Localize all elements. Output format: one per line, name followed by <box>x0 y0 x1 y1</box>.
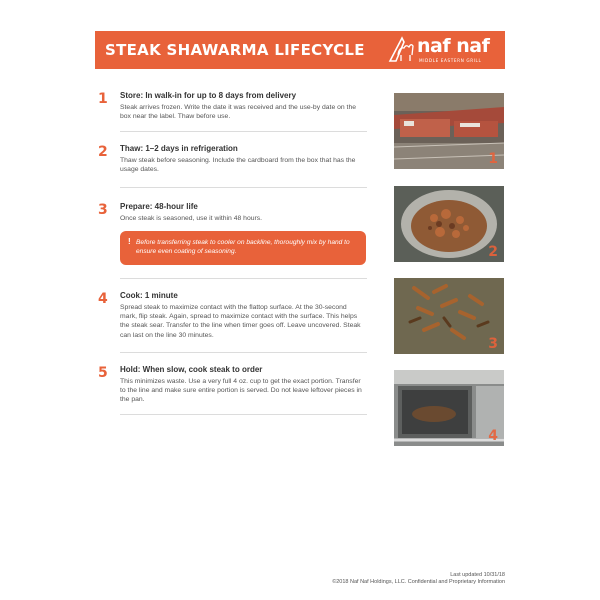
divider <box>120 414 367 415</box>
photo-seasoned-bowl <box>394 186 504 262</box>
step-title: Prepare: 48-hour life <box>120 202 198 211</box>
photo-number: 3 <box>488 336 498 352</box>
camel-icon <box>387 35 417 65</box>
naf-naf-logo <box>387 34 497 66</box>
photo-number: 4 <box>488 428 498 444</box>
alert-icon: ! <box>128 237 131 246</box>
warning-callout <box>120 231 366 265</box>
last-updated: Last updated 10/31/18 <box>450 572 505 578</box>
step-number: 2 <box>98 144 108 160</box>
photo-holding-pan <box>394 370 504 446</box>
header-banner <box>95 31 505 69</box>
step-number: 3 <box>98 202 108 218</box>
step-body: Once steak is seasoned, use it within 48 hours. <box>120 215 263 222</box>
step-number: 1 <box>98 91 108 107</box>
divider <box>120 131 367 132</box>
step-body: Steak arrives frozen. Write the date it was received and the use-by date on the box near the label. Thaw before use. <box>120 104 357 121</box>
step-body: Spread steak to maximize contact with the flattop surface. At the 30-second mark, flip steak. Again, spread to maximize contact with the surface. This helps the steak sear. Transfer to the line when timer goes off. Leave uncovered. Steak can last on the line 30 minutes. <box>120 304 361 339</box>
divider <box>120 278 367 279</box>
photo-number: 1 <box>488 151 498 167</box>
step-title: Hold: When slow, cook steak to order <box>120 365 263 374</box>
step-number: 4 <box>98 291 108 307</box>
logo-tagline: MIDDLE EASTERN GRILL <box>419 58 482 63</box>
copyright: ©2018 Naf Naf Holdings, LLC. Confidential and Proprietary Information <box>332 579 505 585</box>
step-title: Cook: 1 minute <box>120 291 178 300</box>
page-title: STEAK SHAWARMA LIFECYCLE <box>105 41 365 59</box>
photo-number: 2 <box>488 244 498 260</box>
step-body: Thaw steak before seasoning. Include the cardboard from the box that has the usage dates. <box>120 157 356 174</box>
photo-frozen-boxes <box>394 93 504 169</box>
step-number: 5 <box>98 365 108 381</box>
divider <box>120 187 367 188</box>
logo-wordmark: naf naf <box>417 35 490 57</box>
divider <box>120 352 367 353</box>
photo-flattop-cooking <box>394 278 504 354</box>
callout-text: Before transferring steak to cooler on backline, thoroughly mix by hand to ensure even coating of seasoning. <box>136 239 350 255</box>
step-title: Store: In walk-in for up to 8 days from delivery <box>120 91 297 100</box>
step-body: This minimizes waste. Use a very full 4 oz. cup to get the exact portion. Transfer to the line and make sure entire portion is served. Do not leave leftover pieces in the pan. <box>120 378 362 404</box>
step-title: Thaw: 1–2 days in refrigeration <box>120 144 238 153</box>
